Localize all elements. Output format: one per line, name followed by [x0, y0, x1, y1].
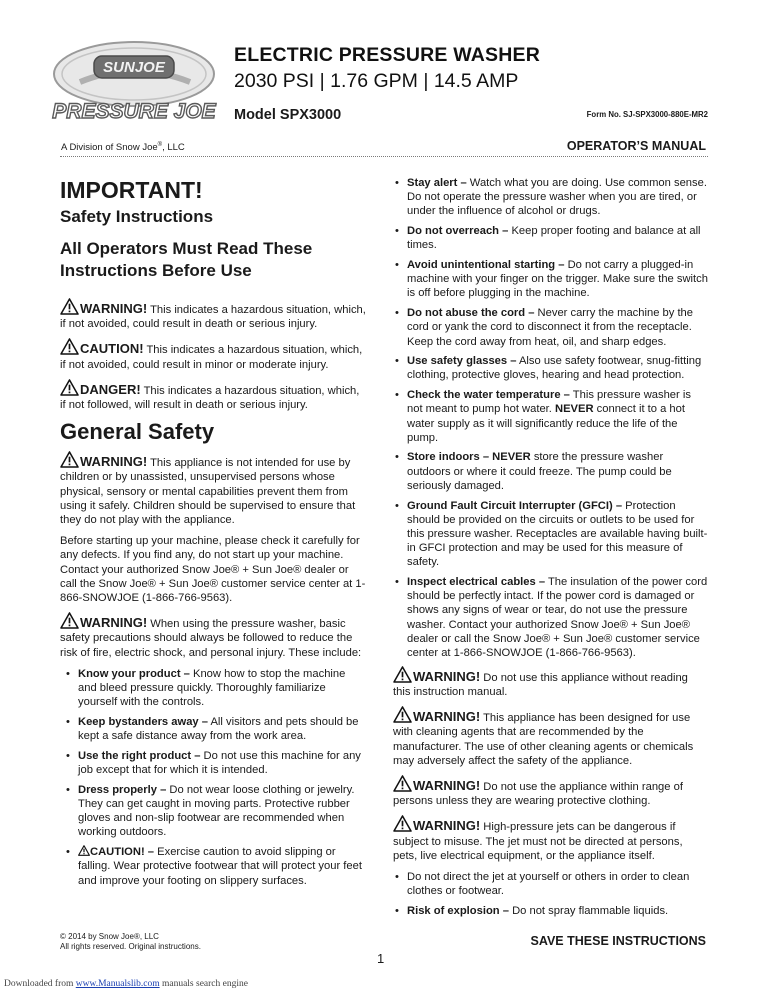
caution-definition: [60, 338, 367, 371]
item-text: Also use safety footwear, snug-fitting clothing, protective gloves, hearing and head protection.: [407, 355, 702, 382]
item-text: Never carry the machine by the cord or yank the cord to disconnect it from the receptacle. Keep the cord away from heat, oil, and sharp edges.: [407, 307, 693, 348]
form-number: Form No. SJ-SPX3000-880E-MR2: [586, 110, 708, 119]
item-text: Do not use this machine for any job except that for which it is intended.: [78, 749, 361, 777]
caution-triangle-icon: [60, 338, 79, 355]
item-text: Do not carry a plugged-in machine with your finger on the trigger. Make sure the switch is off before plugging in the machine.: [407, 259, 708, 300]
list-item: [393, 450, 708, 493]
item-bold: Keep bystanders away –: [78, 715, 208, 728]
warning-triangle-icon: [60, 451, 79, 468]
children-warning: [60, 451, 367, 527]
warning-triangle-icon: [60, 298, 79, 315]
download-footer: [4, 979, 248, 989]
logo-pressure-joe-text: PRESSURE JOE: [52, 100, 216, 123]
item-bold: Use the right product –: [78, 749, 201, 762]
warning-triangle-icon: [60, 612, 79, 629]
sunjoe-pressure-joe-logo: [50, 30, 218, 130]
operators-manual-label: OPERATOR’S MANUAL: [566, 139, 706, 153]
right-final-list: [393, 870, 708, 918]
warning-triangle-icon: [393, 815, 412, 832]
item-text: Do not spray flammable liquids.: [508, 904, 669, 917]
list-item: [393, 388, 708, 445]
search-engine-text: manuals search engine: [159, 979, 248, 989]
item-bold: Use safety glasses –: [407, 355, 517, 368]
warning-definition: [60, 298, 367, 331]
registered-mark: ®: [157, 142, 163, 148]
never-emphasis: NEVER: [555, 403, 594, 416]
item-text: Know how to stop the machine and bleed pressure quickly. Thoroughly familiarize yourself with the controls.: [78, 667, 346, 709]
header-divider: [60, 156, 708, 157]
list-item: [393, 904, 708, 918]
basic-precautions-warning: [60, 612, 367, 660]
warning-label: WARNING!: [413, 818, 481, 834]
warning-text: Do not use this appliance without reading this instruction manual.: [393, 671, 688, 698]
manualslib-link[interactable]: www.Manualslib.com: [75, 979, 160, 989]
left-safety-list: [60, 667, 367, 888]
list-item: • Do not direct the jet at yourself or others in order to clean clothes or footwear.: [393, 870, 708, 898]
children-warning-text: This appliance is not intended for use by children or by unassisted, unsupervised persons whose physical, sensory or mental capabilities prevent them from using it safely. Children should be supervised to ensure that they do not play with the appliance.: [60, 457, 356, 527]
logo-sunjoe-text: SUNJOE: [103, 59, 165, 76]
document-title: ELECTRIC PRESSURE WASHER: [234, 44, 541, 66]
cleaning-agents-warning: [393, 706, 708, 768]
item-text: connect it to a hot water supply as it will significantly reduce the life of the pump.: [407, 403, 685, 444]
left-column: [60, 176, 367, 893]
important-heading: IMPORTANT!: [60, 177, 203, 203]
general-safety-heading: General Safety: [60, 419, 215, 445]
item-bold: Dress properly –: [78, 783, 167, 796]
item-bold: Do not overreach –: [407, 225, 509, 238]
item-bold: Do not abuse the cord –: [407, 307, 535, 320]
item-text: store the pressure washer outdoors or where it could freeze. The pump could be seriously damaged.: [407, 451, 672, 492]
item-text: Do not wear loose clothing or jewelry. They can get caught in moving parts. Protective rubber gloves and non-slip footwear are recommended when working outdoors.: [78, 783, 355, 839]
item-bold: Store indoors – NEVER: [407, 451, 531, 464]
safety-instructions-heading: Safety Instructions: [60, 207, 214, 226]
item-text: Protection should be provided on the circuits or outlets to be used for this pressure washer. Receptacles are available having built-in GFCI protection and may be used for this measure of safety.: [407, 499, 708, 569]
before-starting-paragraph: Before starting up your machine, please check it carefully for any defects. If you find any, do not start up your machine. Contact your authorized Snow Joe® + Sun Joe® dealer or call the Snow Joe® + Sun Joe® customer service center at 1-866-SNOWJOE (1-866-766-9563).: [60, 535, 366, 605]
specs-subtitle: 2030 PSI | 1.76 GPM | 14.5 AMP: [234, 70, 519, 92]
caution-label: CAUTION!: [80, 341, 144, 357]
right-column: [393, 176, 708, 924]
item-bold: Inspect electrical cables –: [407, 576, 546, 589]
item-bold: Avoid unintentional starting –: [407, 259, 565, 272]
warning-text: High-pressure jets can be dangerous if subject to misuse. The jet must not be directed at persons, pets, live electrical equipment, or the appliance itself.: [393, 821, 683, 862]
warning-label: WARNING!: [80, 301, 148, 316]
list-item: [393, 258, 708, 301]
downloaded-text: Downloaded from: [4, 979, 76, 989]
page-number: 1: [377, 951, 385, 966]
item-text: Keep proper footing and balance at all times.: [407, 225, 701, 252]
list-item: [64, 845, 367, 888]
list-item: [64, 749, 367, 777]
warning-text: This appliance has been designed for use with cleaning agents that are recommended by the manufacturer. The use of other cleaning agents or chemicals may adversely affect the safety of the appliance.: [393, 712, 694, 767]
warning-text: Do not use the appliance within range of persons unless they are wearing protective clothing.: [393, 781, 683, 808]
item-text: Watch what you are doing. Use common sense. Do not operate the pressure washer when you are tired, or under the influence of alcohol or drugs.: [407, 177, 707, 218]
list-item: [64, 715, 367, 743]
save-instructions-label: SAVE THESE INSTRUCTIONS: [530, 934, 706, 948]
item-bold: Ground Fault Circuit Interrupter (GFCI) –: [407, 499, 623, 512]
danger-definition-text: This indicates a hazardous situation, which, if not followed, will result in death or serious injury.: [60, 384, 360, 412]
division-suffix: , LLC: [162, 142, 185, 154]
item-text: Exercise caution to avoid slipping or falling. Wear protective footwear that will protect your feet and improve your footing on slippery surfaces.: [78, 846, 362, 887]
list-item: [393, 176, 708, 219]
warning-label: WARNING!: [80, 615, 148, 631]
item-bold: Stay alert –: [407, 177, 467, 189]
protective-clothing-warning: [393, 775, 708, 808]
danger-definition: [60, 379, 367, 412]
danger-label: DANGER!: [80, 381, 141, 397]
list-item: [64, 783, 367, 840]
warning-label: WARNING!: [80, 454, 148, 470]
list-item: [64, 667, 367, 710]
division-line: [61, 142, 185, 153]
warning-triangle-icon: [393, 706, 412, 723]
list-item: [393, 354, 708, 382]
list-item: [393, 499, 708, 570]
high-pressure-jets-warning: [393, 815, 708, 863]
warning-triangle-icon: [393, 775, 412, 792]
division-prefix: A Division of Snow Joe: [61, 142, 158, 154]
list-item: [393, 224, 708, 252]
read-manual-warning: [393, 666, 708, 699]
warning-triangle-icon: [393, 666, 412, 683]
danger-triangle-icon: [60, 379, 79, 396]
operators-must-read-heading: All Operators Must Read These Instructions Before Use: [60, 239, 313, 280]
model-number: Model SPX3000: [234, 107, 342, 123]
right-safety-list: [393, 176, 708, 660]
warning-label: WARNING!: [413, 709, 481, 725]
item-bold: Know your product –: [78, 667, 190, 680]
rights-line: All rights reserved. Original instructions.: [60, 942, 201, 951]
caution-triangle-icon: [78, 845, 90, 856]
item-bold: Check the water temperature –: [407, 389, 570, 402]
item-text: The insulation of the power cord should be perfectly intact. If the power cord is damaged or shows any signs of wear or tear, do not use the pressure washer. Contact your authorized Snow Joe® + Sun Joe® dealer or call the Snow Joe® + Sun Joe® customer service center at 1-866-SNOWJOE (1-866-766-9563).: [407, 576, 708, 660]
list-item: [393, 575, 708, 660]
item-text: All visitors and pets should be kept a safe distance away from the work area.: [78, 715, 359, 743]
item-text: This pressure washer is not meant to pump hot water.: [407, 389, 691, 416]
warning-label: WARNING!: [413, 668, 481, 684]
basic-precautions-text: When using the pressure washer, basic safety precautions should always be followed to reduce the risk of fire, electric shock, and personal injury. These include:: [60, 618, 362, 659]
caution-definition-text: This indicates a hazardous situation, which, if not avoided, could result in minor or moderate injury.: [60, 344, 363, 371]
item-bold: Risk of explosion –: [407, 904, 509, 917]
item-bold: CAUTION! –: [90, 846, 155, 859]
list-item: [393, 306, 708, 349]
copyright-block: [60, 932, 201, 952]
warning-label: WARNING!: [413, 778, 481, 794]
warning-definition-text: This indicates a hazardous situation, which, if not avoided, could result in death or serious injury.: [60, 304, 366, 331]
copyright-line: © 2014 by Snow Joe®, LLC: [60, 932, 159, 941]
